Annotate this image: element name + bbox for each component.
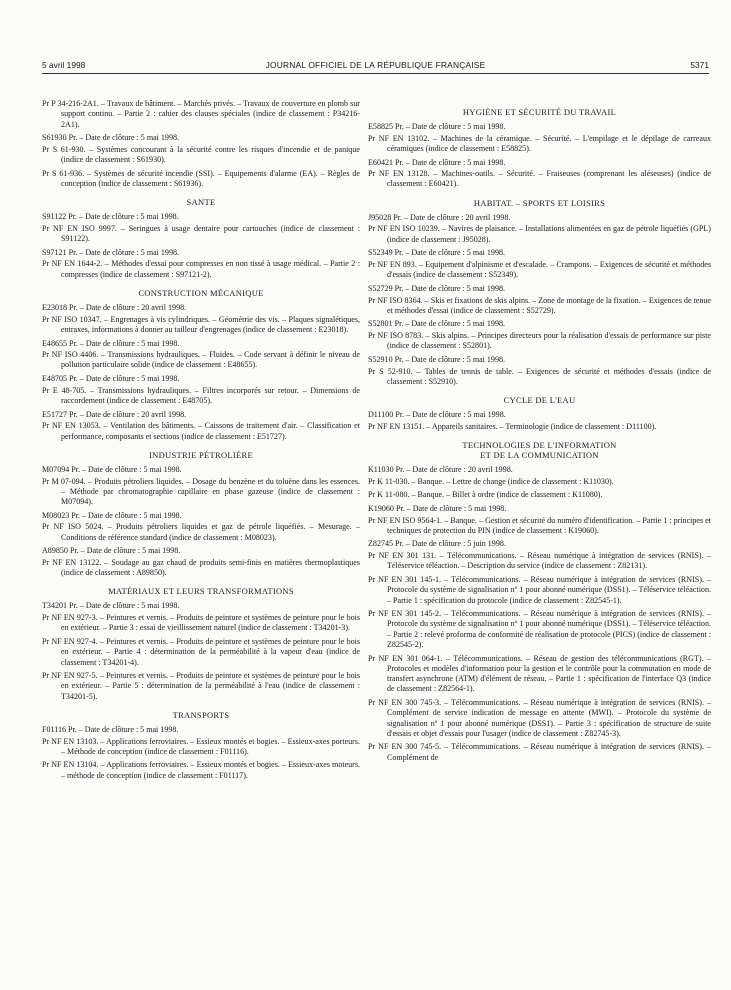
standard-entry: Pr NF EN 13122. – Soudage au gaz chaud de produits semi-finis en matières thermoplastiques (indice de classement : A89850).: [42, 557, 360, 578]
closing-date-entry: A89850 Pr. – Date de clôture : 5 mai 1998.: [42, 546, 181, 556]
closing-date-entry: T34201 Pr. – Date de clôture : 5 mai 1998.: [42, 601, 180, 611]
closing-date-entry: E48705 Pr. – Date de clôture : 5 mai 1998.: [42, 374, 180, 384]
standard-entry: Pr S 52-910. – Tables de tennis de table. – Exigences de sécurité et méthodes d'essais (indice de classement : S52910).: [368, 366, 711, 386]
standard-entry: Pr K 11-080. – Banque. – Billet à ordre (indice de classement : K11080).: [368, 490, 603, 500]
closing-date-entry: F01116 Pr. – Date de clôture : 5 mai 1998.: [42, 724, 179, 734]
section-heading-transports: [42, 710, 360, 720]
closing-date-entry: E23018 Pr. – Date de clôture : 20 avril 1998.: [42, 303, 187, 312]
closing-date-entry: J95028 Pr. – Date de clôture : 20 avril 1998.: [368, 212, 511, 222]
section-heading-text: MATÉRIAUX ET LEURS TRANSFORMATIONS: [108, 586, 294, 597]
standard-entry: Pr S 61-930. – Systèmes concourant à la sécurité contre les risques d'incendie et de panique (indice de classement : S61930).: [42, 144, 360, 165]
standard-entry: Pr NF EN 927-4. – Peintures et vernis. – Produits de peinture et systèmes de peinture pour le bois en extérieur. – Partie 4 : détermination de la perméabilité à la vapeur d'eau (indice de classement : T34201-4).: [42, 636, 360, 667]
closing-date-entry: S52729 Pr. – Date de clôture : 5 mai 1998.: [368, 283, 506, 293]
standard-entry: Pr NF EN 927-5. – Peintures et vernis. – Produits de peinture et systèmes de peinture pour le bois en extérieur. – Partie 5 : détermination de la perméabilité à l'eau (indice de classement : T34201-5).: [42, 671, 360, 701]
closing-date-entry: S52349 Pr. – Date de clôture : 5 mai 1998.: [368, 248, 506, 258]
journal-title: JOURNAL OFFICIEL DE LA RÉPUBLIQUE FRANÇAISE: [265, 60, 486, 70]
standard-entry: Pr NF EN 301 145-1. – Télécommunications. – Réseau numérique à intégration de services (RNIS). – Protocole du système de signalisation nº 1 pour abonné numérique (DSS1). – Téléservice téléaction. – Partie 1 : spécification du protocole (indice de classement : Z82545-1).: [368, 574, 711, 605]
closing-date-entry: K11030 Pr. – Date de clôture : 20 avril 1998.: [368, 465, 513, 475]
standard-entry: Pr NF ISO 8364. – Skis et fixations de skis alpins. – Zone de montage de la fixation. – Exigences de tenue et méthodes d'essai (indice de classement : S52729).: [368, 295, 711, 315]
section-heading-text: HABITAT. – SPORTS ET LOISIRS: [473, 197, 606, 208]
standard-entry: Pr NF EN 13102. – Machines de la céramique. – Sécurité. – L'empilage et le dépilage de carreaux céramiques (indice de classement : E58825).: [368, 133, 711, 153]
section-heading-technologies-de-l-information: [368, 440, 711, 460]
standard-entry: Pr NF ISO 8783. – Skis alpins. – Principes directeurs pour la réalisation d'essais de performance sur piste (indice de classement : S52801).: [368, 331, 711, 351]
section-heading-text: CYCLE DE L'EAU: [503, 395, 576, 406]
standard-entry: Pr NF EN 13103. – Applications ferroviaires. – Essieux montés et bogies. – Essieux-axes porteurs. – Méthode de conception (indice de classement : F01116).: [42, 736, 360, 756]
standard-entry: Pr NF ISO 10347. – Engrenages à vis cylindriques. – Géométrie des vis. – Plaques signalétiques, entraxes, informations à donner au tailleur d'engrenages (indice de classement : E23018).: [42, 314, 360, 334]
standard-entry: Pr NF ISO 5024. – Produits pétroliers liquides et gaz de pétrole liquéfiés. – Mesurage. – Conditions de référence standard (indice de classement : M08023).: [42, 522, 360, 542]
section-heading-cycle-de-l-eau: [368, 395, 711, 405]
standard-entry: Pr NF EN 301 131. – Télécommunications. – Réseau numérique à intégration de services (RNIS). – Téléservice téléaction. – Description du service (indice de classement : Z82131).: [368, 551, 711, 571]
standard-entry: Pr NF EN 13053. – Ventilation des bâtiments. – Caissons de traitement d'air. – Classification et performance, composants et sections (indice de classement : E51727).: [42, 421, 360, 441]
standard-entry: Pr K 11-030. – Banque. – Lettre de change (indice de classement : K11030).: [368, 476, 614, 486]
page-number: 5371: [690, 60, 709, 70]
header-date: 5 avril 1998: [42, 60, 86, 70]
standard-entry: Pr NF EN 13104. – Applications ferroviaires. – Essieux montés et bogies. – Essieux-axes moteurs. – méthode de conception (indice de classement : F01117).: [42, 760, 360, 780]
closing-date-entry: M08023 Pr. – Date de clôture : 5 mai 1998.: [42, 510, 182, 520]
section-heading-text-line2: ET DE LA COMMUNICATION: [480, 450, 599, 461]
section-heading-text: TECHNOLOGIES DE L'INFORMATION: [462, 440, 617, 451]
closing-date-entry: E48655 Pr. – Date de clôture : 5 mai 1998.: [42, 338, 180, 348]
closing-date-entry: S91122 Pr. – Date de clôture : 5 mai 1998.: [42, 212, 179, 222]
standard-entry: Pr NF EN ISO 10239. – Navires de plaisance. – Installations alimentées en gaz de pétrole liquéfiés (GPL) (indice de classement : J95028).: [368, 224, 711, 244]
closing-date-entry: E60421 Pr. – Date de clôture : 5 mai 1998.: [368, 157, 506, 167]
page-header: [42, 0, 709, 70]
closing-date-entry: S97121 Pr. – Date de clôture : 5 mai 1998.: [42, 247, 180, 257]
standard-entry: Pr NF EN 927-3. – Peintures et vernis. – Produits de peinture et systèmes de peinture pour le bois en extérieur. – Partie 3 : essai de vieillissement naturel (indice de classement : T34201-3).: [42, 613, 360, 633]
closing-date-entry: Z82745 Pr. – Date de clôture : 5 juin 1998.: [368, 539, 506, 549]
closing-date-entry: K19060 Pr. – Date de clôture : 5 mai 1998.: [368, 503, 507, 513]
section-heading-text: SANTE: [186, 197, 216, 208]
standard-entry: Pr NF EN 13128. – Machines-outils. – Sécurité. – Fraiseuses (comprenant les aléseuses) (indice de classement : E60421).: [368, 169, 711, 189]
standard-entry: Pr S 61-936. – Systèmes de sécurité incendie (SSI). – Equipements d'alarme (EA). – Règles de conception (indice de classement : S61936).: [42, 168, 360, 188]
standard-entry: Pr NF EN 13151. – Appareils sanitaires. – Terminologie (indice de classement : D11100).: [368, 421, 657, 431]
right-column: [368, 99, 711, 766]
section-heading-hygiene-et-securite-du-travail: [368, 107, 711, 117]
section-heading-construction-mecanique: [42, 288, 360, 298]
standard-entry: Pr NF EN 1644-2. – Méthodes d'essai pour compresses en non tissé à usage médical. – Partie 2 : compresses (indice de classement : S97121-2).: [42, 259, 360, 279]
closing-date-entry: E51727 Pr. – Date de clôture : 20 avril 1998.: [42, 409, 187, 419]
standard-entry: Pr M 07-094. – Produits pétroliers liquides. – Dosage du benzène et du toluène dans les essences. – Méthode par chromatographie capillaire en phase gazeuse (indice de classement : M07094).: [42, 476, 360, 507]
closing-date-entry: M07094 Pr. – Date de clôture : 5 mai 1998.: [42, 464, 182, 474]
standard-entry: Pr NF EN ISO 9997. – Seringues à usage dentaire pour cartouches (indice de classement : S91122).: [42, 223, 360, 244]
standard-entry: Pr NF EN 301 064-1. – Télécommunications. – Réseau de gestion des télécommunications (RGT). – Protocoles et modèles d'information pour la gestion et le contrôle pour la commutation en mode de transfert asynchrone (ATM) d'élément de réseau. – Partie 1 : spécification de l'interface Q3 (indice de classement : Z82564-1).: [368, 653, 711, 694]
standard-entry: Pr NF ISO 4406. – Transmissions hydrauliques. – Fluides. – Code servant à définir le niveau de pollution particulaire solide (indice de classement : E48655).: [42, 350, 360, 370]
standard-entry: Pr NF EN 301 145-2. – Télécommunications. – Réseau numérique à intégration de services (RNIS). – Protocole du système de signalisation nº 1 pour abonné numérique (DSS1). – Téléservice téléaction. – Partie 2 : relevé proforma de conformité de réalisation de protocole (PICS) (indice de classement : Z82545-2).: [368, 609, 711, 649]
section-heading-materiaux-et-leurs-transformations: [42, 586, 360, 596]
standard-entry: Pr NF EN 300 745-3. – Télécommunications. – Réseau numérique à intégration de services (RNIS). – Complément de service indication de message en attente (MWI). – Protocole du système de signalisation nº 1 pour abonné numérique (DSS1). – Partie 3 : spécification de structure de suite d'essais et objet d'essais pour l'usager (indice de classement : Z82745-3).: [368, 697, 711, 738]
closing-date-entry: D11100 Pr. – Date de clôture : 5 mai 1998.: [368, 410, 506, 420]
section-heading-text: TRANSPORTS: [172, 709, 230, 720]
standard-entry: Pr NF EN 893. – Equipement d'alpinisme et d'escalade. – Crampons. – Exigences de sécurité et méthodes d'essais (indice de classement : S52349).: [368, 259, 711, 280]
left-column: [42, 99, 360, 784]
section-heading-sante: [42, 197, 360, 207]
standard-entry: Pr P 34-216-2A1. – Travaux de bâtiment. – Marchés privés. – Travaux de couverture en plomb sur support continu. – Partie 2 : cahier des clauses spéciales (indice de classement : P34216-2A1).: [42, 99, 360, 129]
closing-date-entry: E58825 Pr. – Date de clôture : 5 mai 1998.: [368, 122, 506, 131]
standard-entry: Pr E 48-705. – Transmissions hydrauliques. – Filtres incorporés sur retour. – Dimensions de raccordement (indice de classement : E48705).: [42, 385, 360, 406]
standard-entry: Pr NF EN 300 745-5. – Télécommunications. – Réseau numérique à intégration de services (RNIS). – Complément de: [368, 742, 711, 762]
closing-date-entry: S52910 Pr. – Date de clôture : 5 mai 1998.: [368, 354, 506, 364]
section-heading-text: HYGIÈNE ET SÉCURITÉ DU TRAVAIL: [462, 107, 617, 117]
section-heading-text: CONSTRUCTION MÉCANIQUE: [138, 288, 264, 298]
section-heading-text: INDUSTRIE PÉTROLIÈRE: [149, 449, 253, 460]
section-heading-industrie-petroliere: [42, 450, 360, 460]
closing-date-entry: S61930 Pr. – Date de clôture : 5 mai 1998.: [42, 133, 180, 143]
standard-entry: Pr NF EN ISO 9564-1. – Banque. – Gestion et sécurité du numéro d'identification. – Partie 1 : principes et techniques de protection du PIN (indice de classement : K19060).: [368, 515, 711, 535]
section-heading-habitat-sports-et-loisirs: [368, 198, 711, 208]
closing-date-entry: S52801 Pr. – Date de clôture : 5 mai 1998.: [368, 319, 506, 329]
header-rule: [42, 73, 709, 74]
